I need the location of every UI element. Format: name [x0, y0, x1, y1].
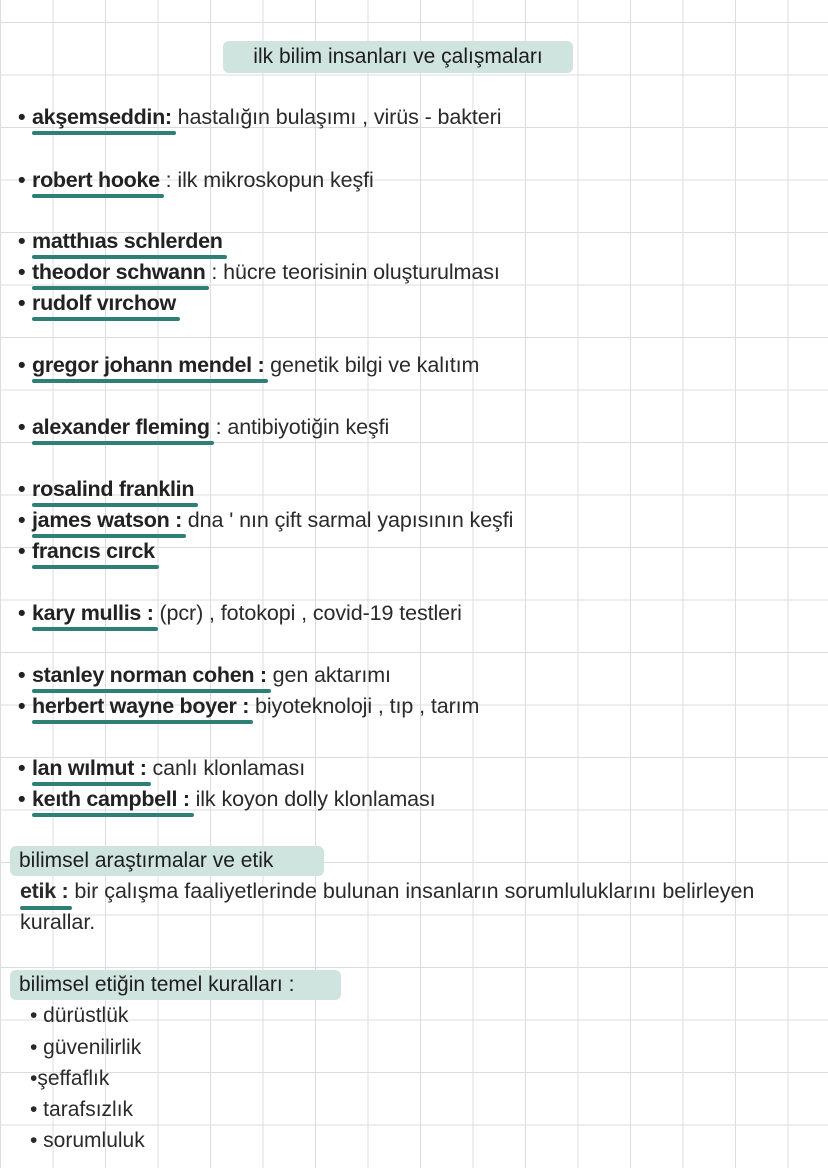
scientist-work: genetik bilgi ve kalıtım	[264, 353, 480, 377]
ethics-definition-cont: kurallar.	[20, 910, 96, 934]
bullet: •	[18, 105, 26, 129]
list-item	[18, 786, 436, 812]
section-heading-ethics: bilimsel araştırmalar ve etik	[10, 846, 324, 876]
scientist-name: francıs cırck	[32, 539, 155, 563]
ethics-term: etik :	[20, 879, 69, 903]
list-item	[18, 755, 305, 781]
list-item	[18, 228, 223, 254]
bullet: •	[18, 601, 26, 625]
scientist-name: matthıas schlerden	[32, 229, 223, 253]
scientist-name: akşemseddin:	[32, 105, 172, 129]
scientist-name: gregor johann mendel :	[32, 353, 265, 377]
bullet: •	[18, 539, 26, 563]
bullet: •	[18, 508, 26, 532]
list-item	[18, 414, 389, 440]
list-item: • tarafsızlık	[30, 1098, 134, 1121]
scientist-name: lan wılmut :	[32, 756, 147, 780]
scientist-name: kary mullis :	[32, 601, 154, 625]
bullet: •	[18, 260, 26, 284]
bullet: •	[18, 353, 26, 377]
scientist-name: james watson :	[32, 508, 182, 532]
scientist-name: rudolf vırchow	[32, 291, 176, 315]
bullet: •	[18, 663, 26, 687]
scientist-work: dna ' nın çift sarmal yapısının keşfi	[181, 508, 514, 532]
bullet: •	[18, 168, 26, 192]
list-item	[18, 507, 513, 533]
bullet: •	[18, 787, 26, 811]
scientist-work: : antibiyotiğin keşfi	[209, 415, 390, 439]
section-heading-rules: bilimsel etiğin temel kuralları :	[10, 970, 341, 1000]
scientist-work: : hücre teorisinin oluşturulması	[205, 260, 500, 284]
bullet: •	[18, 477, 26, 501]
scientist-name: stanley norman cohen :	[32, 663, 267, 687]
list-item	[18, 600, 462, 626]
list-item: • sorumluluk	[30, 1129, 145, 1152]
bullet: •	[18, 415, 26, 439]
list-item	[18, 693, 479, 719]
scientist-name: keıth campbell :	[32, 787, 190, 811]
bullet: •	[18, 756, 26, 780]
scientist-work: hastalığın bulaşımı , virüs - bakteri	[171, 105, 502, 129]
scientist-work: canlı klonlaması	[146, 756, 306, 780]
scientist-work: biyoteknoloji , tıp , tarım	[249, 694, 480, 718]
scientist-name: theodor schwann	[32, 260, 206, 284]
scientist-work: gen aktarımı	[266, 663, 391, 687]
scientist-name: robert hooke	[32, 168, 160, 192]
scientist-name: rosalind franklin	[32, 477, 195, 501]
bullet: •	[18, 694, 26, 718]
page-title: ilk bilim insanları ve çalışmaları	[223, 41, 573, 73]
list-item	[18, 476, 194, 502]
list-item	[18, 352, 479, 378]
list-item	[18, 104, 501, 130]
list-item	[18, 538, 155, 564]
scientist-work: ilk koyon dolly klonlaması	[189, 787, 436, 811]
list-item	[18, 290, 176, 316]
list-item: • güvenilirlik	[30, 1036, 142, 1059]
scientist-name: alexander fleming	[32, 415, 210, 439]
list-item	[18, 259, 500, 285]
ethics-definition-text: bir çalışma faaliyetlerinde bulunan insanların sorumluluklarını belirleyen	[68, 879, 755, 903]
bullet: •	[18, 291, 26, 315]
scientist-work: : ilk mikroskopun keşfi	[159, 168, 374, 192]
list-item: • dürüstlük	[30, 1004, 129, 1027]
scientist-name: herbert wayne boyer :	[32, 694, 250, 718]
scientist-work: (pcr) , fotokopi , covid-19 testleri	[153, 601, 462, 625]
list-item	[18, 167, 374, 193]
bullet: •	[18, 229, 26, 253]
list-item: •şeffaflık	[30, 1067, 110, 1090]
list-item	[18, 662, 391, 688]
ethics-definition	[20, 876, 754, 907]
